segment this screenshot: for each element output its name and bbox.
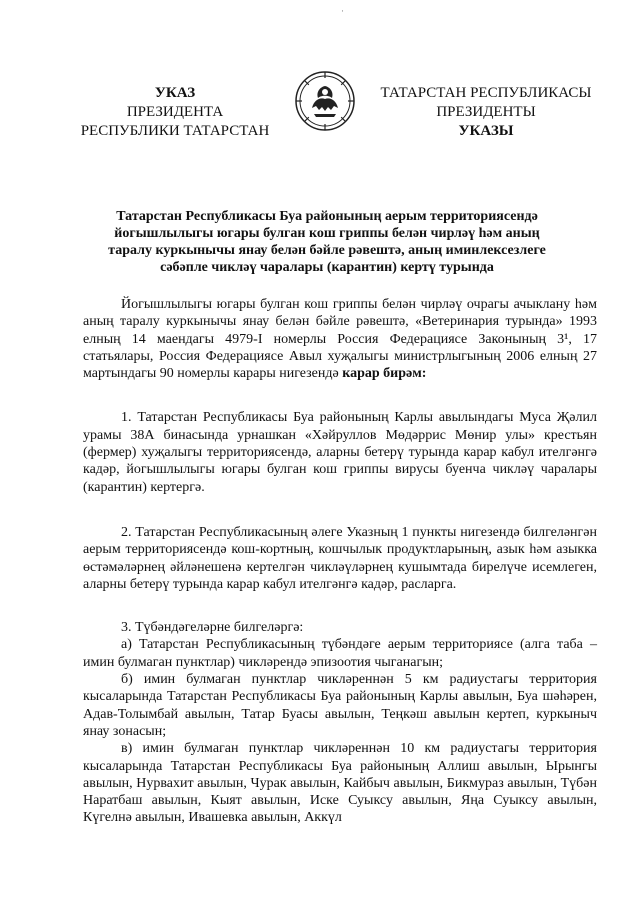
- item-1-paragraph: 1. Татарстан Республикасы Буа районының Карлы авылындагы Муса Җәлил урамы 38А бинасында урнашкан «Хәйруллов Мөдәррис Мөнир улы» крестьян (фермер) хуҗалыгы территориясендә, аларны бетерү турында карар кабул ителгәнгә кадәр, йогышлылыгы югары булган кош гриппы вирусы буенча чикләү чаралары (карантин) кертергә.: [83, 410, 597, 495]
- header-right-president: ПРЕЗИДЕНТЫ: [436, 104, 536, 120]
- header-tatar: [368, 84, 604, 141]
- header-russian: [70, 84, 280, 141]
- title-line-4: сәбәпле чикләү чаралары (карантин) кертү турында: [160, 260, 494, 275]
- title-line-1: Татарстан Республикасы Буа районының аерым территориясендә: [116, 209, 538, 224]
- title-line-3: таралу куркынычы янау белән бәйле рәвештә, аның иминлексезлеге: [108, 243, 546, 258]
- tatarstan-coat-of-arms-icon: [294, 70, 356, 132]
- scan-mark: ·: [341, 6, 344, 16]
- decree-title: [86, 208, 568, 276]
- item-3a-paragraph: а) Татарстан Республикасының түбәндәге аерым территориясе (алга таба – имин булмаган пунктлар) чикләрендә эпизоотия чыганагын;: [83, 637, 597, 670]
- header-right-ukaz: УКАЗЫ: [458, 123, 514, 139]
- decree-body: [83, 296, 597, 827]
- preamble-bold-text: карар бирәм:: [342, 366, 427, 382]
- title-line-2: йогышлылыгы югары булган кош гриппы белән чирләү һәм аның: [114, 226, 540, 241]
- header-left-ukaz: УКАЗ: [154, 85, 196, 101]
- preamble-paragraph: [83, 296, 597, 382]
- header-right-republic: ТАТАРСТАН РЕСПУБЛИКАСЫ: [380, 85, 592, 101]
- header-left-republic: РЕСПУБЛИКИ ТАТАРСТАН: [80, 123, 270, 139]
- item-3b-paragraph: б) имин булмаган пунктлар чикләреннән 5 км радиустагы территория кысаларында Татарстан Республикасы Буа районының Карлы авылын, Буа шәһәрен, Адав-Толымбай авылын, Татар Буасы авылын, Теңкәш авылын кертеп, куркыныч янау зонасын;: [83, 672, 597, 739]
- header-left-president: ПРЕЗИДЕНТА: [126, 104, 224, 120]
- item-3c-paragraph: в) имин булмаган пунктлар чикләреннән 10 км радиустагы территория кысаларында Татарстан Республикасы Буа районының Аллиш авылын, Ырынгы авылын, Нурвахит авылын, Чурак авылын, Кайбыч авылын, Бикмураз авылын, Түбән Наратбаш авылын, Кыят авылын, Иске Суыксу авылын, Яңа Суыксу авылын, Күгелнә авылын, Ивашевка авылын, Аккүл: [83, 741, 597, 826]
- item-2-paragraph: 2. Татарстан Республикасының әлеге Указның 1 пункты нигезендә билгеләнгән аерым территориясендә кош-кортның, кошчылык продуктларының, азык һәм азыкка өстәмәләрнең әйләнешенә кертелгән чикләүләрнең кушымтада бирелүче исемлеген, аларны бетерү турында карар кабул ителгәнгә кадәр, расларга.: [83, 524, 597, 592]
- preamble-text: Йогышлылыгы югары булган кош гриппы белән чирләү очрагы ачыклану һәм аның таралу куркынычы янау белән бәйле рәвештә, «Ветеринария турында» 1993 елның 14 маендагы 4979-I номерлы Россия Федерациясе Законының 3¹, 17 статьялары, Россия Федерациясе Авыл хуҗалыгы министрлыгының 2006 елның 27 мартындагы 90 номерлы карары нигезендә: [83, 297, 597, 382]
- item-3-paragraph: 3. Түбәндәгеләрне билгеләргә:: [121, 620, 304, 636]
